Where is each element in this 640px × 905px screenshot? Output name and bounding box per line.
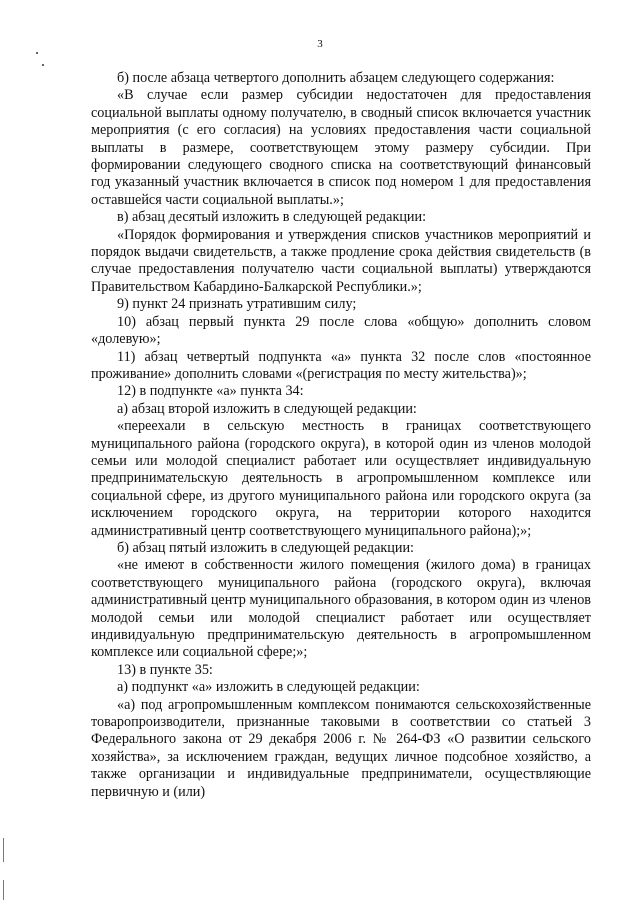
paragraph: б) после абзаца четвертого дополнить абзацем следующего содержания:: [117, 70, 555, 86]
paragraph: 10) абзац первый пункта 29 после слова «общую» дополнить словом «долевую»;: [91, 313, 591, 348]
paragraph: а) абзац второй изложить в следующей редакции:: [117, 400, 417, 417]
paragraph: «переехали в сельскую местность в границах соответствующего муниципального района (городского округа), в которой один из членов молодой семьи или молодой специалист работает или осуществляет индивидуальную предпринимательскую деятельность в агропромышленном комплексе или социальной сфере, из другого муниципального района или городского округа (за исключением городского округа, на территории которого находится административный центр соответствующего муниципального района);»;: [91, 418, 591, 539]
paragraph: 11) абзац четвертый подпункта «а» пункта 32 после слов «постоянное проживание» дополнить словами «(регистрация по месту жительства)»;: [91, 348, 591, 382]
page-number: 3: [317, 38, 323, 50]
paragraph: в) абзац десятый изложить в следующей редакции:: [117, 209, 427, 226]
paragraph: «В случае если размер субсидии недостаточен для предоставления социальной выплаты одному получателю, в сводный список включается участник мероприятия (с его согласия) на условиях предоставления части социальной выплаты в размере, соответствующем этому размеру субсидии. При формировании следующего сводного списка на соответствующий финансовый год указанный участник включается в список под номером 1 для предоставления оставшейся части социальной выплаты.»;: [91, 87, 591, 208]
paragraph: 13) в пункте 35:: [117, 661, 213, 678]
paragraph: а) подпункт «а» изложить в следующей редакции:: [117, 679, 420, 696]
paragraph: 9) пункт 24 признать утратившим силу;: [117, 296, 357, 313]
paragraph: «не имеют в собственности жилого помещения (жилого дома) в границах соответствующего муниципального района (городского округа), включая административный центр муниципального образования, в котором один из членов молодой семьи или молодой специалист работает или осуществляет индивидуальную предпринимательскую деятельность в агропромышленном комплексе или социальной сфере;»;: [91, 557, 591, 661]
scan-mark: [42, 64, 44, 66]
scan-mark: [36, 52, 38, 54]
paragraph: б) абзац пятый изложить в следующей редакции:: [117, 539, 415, 556]
paragraph: «Порядок формирования и утверждения списков участников мероприятий и порядок выдачи свидетельств, а также продление срока действия свидетельств (в случае предоставления получателю части социальной выплаты) утверждаются Правительством Кабардино-Балкарской Республики.»;: [91, 226, 591, 295]
document-body: [91, 70, 591, 801]
paragraph: «а) под агропромышленным комплексом понимаются сельскохозяйственные товаропроизводители, признанные таковыми в соответствии со статьей 3 Федерального закона от 29 декабря 2006 г. № 264-ФЗ «О развитии сельского хозяйства», за исключением граждан, ведущих личное подсобное хозяйство, а также организации и индивидуальные предприниматели, осуществляющие первичную и (или): [91, 696, 591, 800]
paragraph: 12) в подпункте «а» пункта 34:: [117, 383, 304, 400]
scan-mark: [3, 880, 4, 900]
scan-mark: [3, 838, 4, 862]
